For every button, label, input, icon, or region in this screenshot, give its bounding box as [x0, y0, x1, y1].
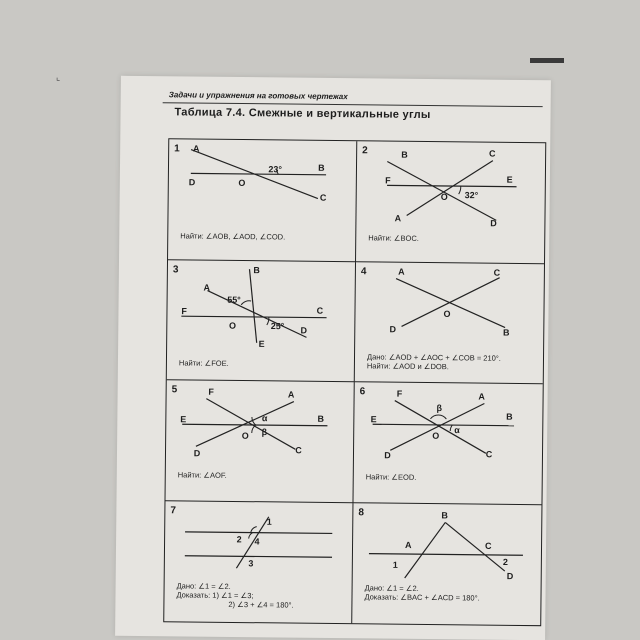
task-text [366, 472, 417, 482]
point-f: F [396, 388, 403, 399]
task-line: Найти: ∠AOB, ∠AOD, ∠COD. [180, 231, 286, 242]
problem-number: 8 [358, 506, 365, 518]
problem-number: 2 [362, 145, 368, 157]
point-d: D [389, 323, 397, 334]
problem-cell-1 [168, 139, 357, 261]
angle-2-label: 2 [502, 556, 508, 567]
beta-label: β [261, 427, 268, 438]
task-line: Дано: ∠1 = ∠2. [176, 580, 231, 591]
dark-bar-mark [530, 58, 564, 63]
base-line [369, 553, 523, 555]
line-db [191, 173, 326, 174]
line-ab [405, 522, 446, 578]
point-o: O [443, 308, 451, 319]
line-bd [445, 522, 505, 571]
angle-arc-alpha [252, 417, 256, 425]
pen-mark: ⌞ [56, 72, 61, 82]
problem-cell-5 [165, 380, 354, 502]
point-c: C [485, 449, 493, 460]
problem-cell-8 [352, 503, 541, 625]
point-d: D [193, 448, 201, 459]
task-line: Найти: ∠FOE. [178, 357, 229, 368]
problem-cell-2 [356, 141, 545, 263]
line-ad [207, 290, 307, 337]
diagram-1 [168, 139, 356, 260]
task-line: Дано: ∠1 = ∠2. [364, 582, 419, 593]
angle-1-label: 1 [266, 516, 272, 527]
line-fe [387, 185, 516, 186]
task-line: Найти: ∠EOD. [365, 472, 417, 482]
angle-4-label: 4 [254, 536, 260, 547]
point-b: B [506, 411, 513, 422]
problem-number: 7 [170, 504, 177, 516]
problem-cell-3 [167, 260, 356, 382]
line-be [249, 269, 258, 343]
point-c: C [493, 267, 501, 278]
point-d: D [188, 177, 196, 188]
page-header: Задачи и упражнения на готовых чертежах [168, 90, 348, 102]
angle-1-label: 1 [392, 559, 398, 570]
problem-cell-4 [355, 262, 544, 384]
problem-number: 5 [171, 384, 178, 396]
point-o: O [228, 320, 237, 331]
point-e: E [506, 174, 513, 185]
angle-arc-1 [241, 300, 251, 304]
point-a: A [394, 213, 402, 224]
task-line: Найти: ∠AOD и ∠DOB. [366, 360, 449, 371]
point-b: B [253, 264, 260, 275]
point-o: O [440, 191, 448, 202]
point-f: F [385, 175, 391, 186]
angle-label: 32° [464, 190, 479, 201]
point-o: O [238, 177, 246, 188]
point-e: E [180, 414, 187, 425]
point-b: B [318, 162, 325, 173]
point-c: C [316, 305, 324, 316]
task-line: Найти: ∠AOF. [177, 470, 227, 480]
problem-number: 3 [172, 263, 179, 275]
point-b: B [503, 326, 510, 338]
point-c: C [484, 540, 492, 551]
point-a: A [203, 282, 211, 293]
angle-label-1: 55° [227, 294, 241, 305]
task-line: Доказать: ∠BAC + ∠ACD = 180°. [364, 591, 480, 603]
angle-arc [459, 186, 461, 194]
point-b: B [401, 149, 408, 160]
line-eb [373, 424, 514, 425]
point-d: D [384, 450, 391, 461]
line-ab [396, 278, 506, 327]
task-text [178, 470, 227, 480]
problem-number: 6 [359, 386, 366, 398]
line-fc [181, 316, 326, 318]
point-o: O [432, 430, 440, 441]
point-o: O [241, 430, 249, 441]
point-d: D [490, 218, 497, 229]
point-e: E [370, 414, 377, 425]
task-text [364, 583, 479, 602]
angle-arc-alpha [450, 425, 452, 431]
point-a: A [404, 539, 412, 550]
task-text [179, 358, 229, 368]
angle-2-label: 2 [236, 533, 242, 544]
angle-3-label: 3 [248, 557, 254, 568]
point-a: A [193, 143, 200, 154]
task-line: Доказать: 1) ∠1 = ∠3; [176, 589, 254, 600]
line-dc [402, 276, 500, 327]
diagram-6 [353, 382, 542, 503]
alpha-label: α [454, 425, 460, 436]
problem-cell-6 [353, 382, 542, 504]
angle-arc-1 [251, 526, 257, 532]
line-ac [407, 160, 493, 217]
angle-label: 23° [268, 164, 283, 175]
angle-label-2: 25° [270, 320, 285, 331]
point-f: F [208, 386, 214, 397]
point-c: C [295, 445, 302, 456]
diagram-5 [166, 380, 354, 501]
diagram-2 [356, 141, 545, 262]
point-f: F [181, 305, 187, 316]
worksheet-page [115, 76, 551, 640]
task-line: 2) ∠3 + ∠4 = 180°. [228, 599, 294, 610]
problem-number: 4 [360, 265, 367, 277]
point-a: A [287, 389, 295, 400]
task-line: Дано: ∠AOD + ∠AOC + ∠COB = 210°. [366, 351, 501, 363]
task-line: Найти: ∠BOC. [368, 233, 419, 243]
point-a: A [478, 391, 486, 402]
angle-arc-beta [430, 415, 446, 419]
point-d: D [506, 570, 514, 581]
parallel-line-bottom [185, 555, 332, 557]
task-text [180, 231, 285, 241]
point-b: B [441, 509, 448, 520]
task-text [176, 581, 294, 609]
point-c: C [319, 192, 327, 203]
problems-table [163, 138, 546, 626]
point-b: B [317, 413, 325, 424]
angle-arc-2 [249, 532, 253, 538]
point-d: D [300, 324, 308, 335]
task-text [368, 233, 419, 243]
point-a: A [398, 266, 405, 277]
beta-label: β [436, 402, 443, 414]
diagram-8 [352, 503, 541, 625]
point-e: E [258, 338, 265, 349]
alpha-label: α [261, 413, 268, 424]
table-title: Таблица 7.4. Смежные и вертикальные углы [174, 106, 431, 122]
point-c: C [488, 148, 496, 159]
problem-number: 1 [174, 143, 180, 155]
problem-cell-7 [164, 501, 353, 623]
task-text [367, 352, 501, 371]
